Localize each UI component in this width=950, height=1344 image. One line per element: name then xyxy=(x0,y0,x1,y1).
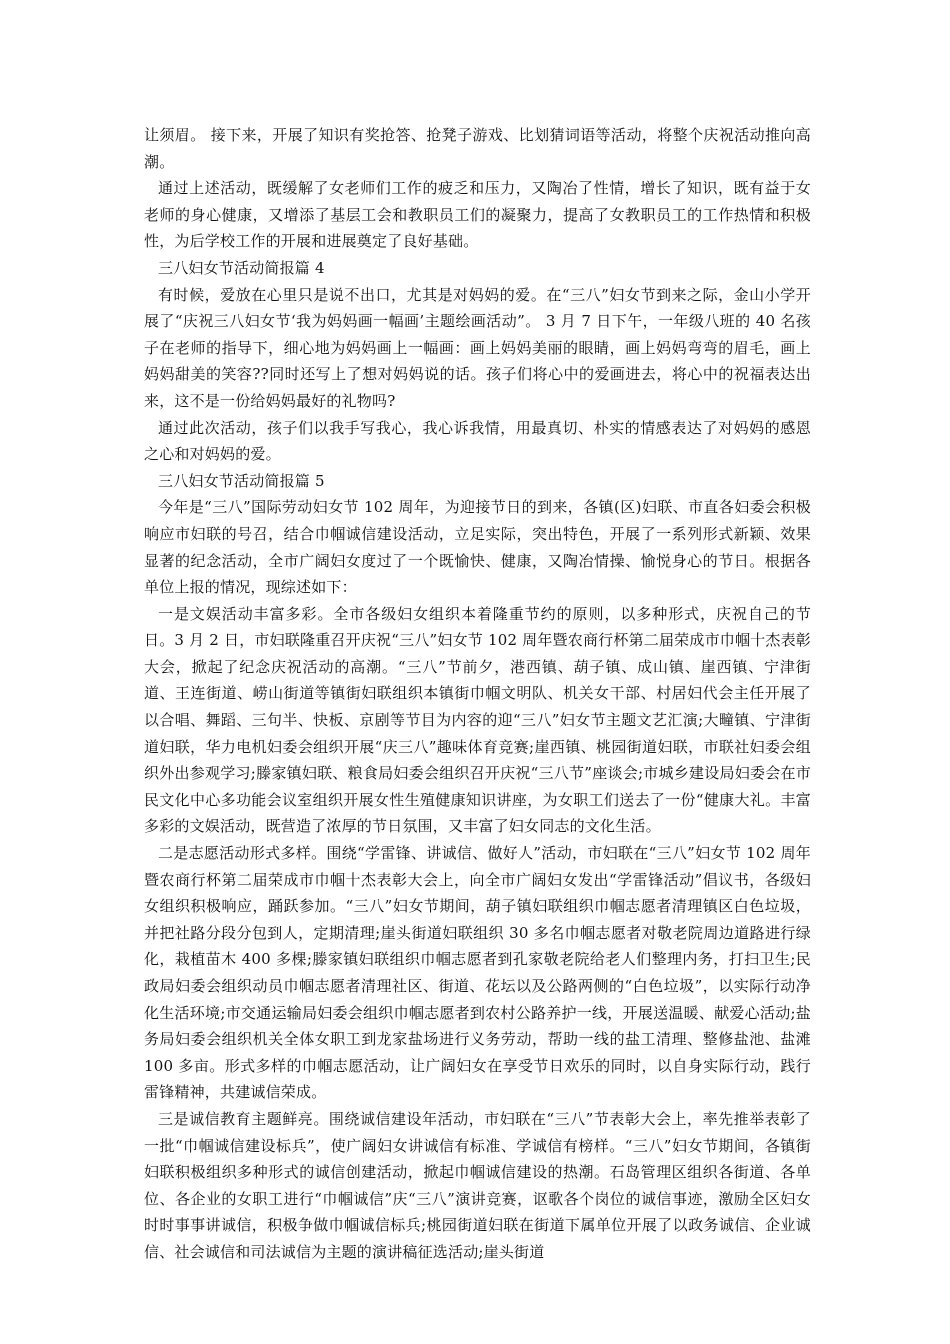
body-paragraph: 让须眉。 接下来，开展了知识有奖抢答、抢凳子游戏、比划猜词语等活动，将整个庆祝活动推向高潮。 xyxy=(144,126,811,171)
body-paragraph: 一是文娱活动丰富多彩。全市各级妇女组织本着隆重节约的原则，以多种形式，庆祝自己的节日。3 月 2 日，市妇联隆重召开庆祝“三八”妇女节 102 周年暨农商行杯第二届荣成市巾帼十杰表彰大会，掀起了纪念庆祝活动的高潮。“三八”节前夕，港西镇、葫子镇、成山镇、崖西镇、宁津街道、王连街道、崂山街道等镇街妇联组织本镇街巾帼文明队、机关女干部、村居妇代会主任开展了以合唱、舞蹈、三句半、快板、京剧等节目为内容的迎“三八”妇女节主题文艺汇演;大疃镇、宁津街道妇联，华力电机妇委会组织开展“庆三八”趣味体育竞赛;崖西镇、桃园街道妇联，市联社妇委会组织外出参观学习;滕家镇妇联、粮食局妇委会组织召开庆祝“三八节”座谈会;市城乡建设局妇委会在市民文化中心多功能会议室组织开展女性生殖健康知识讲座，为女职工们送去了一份“健康大礼。丰富多彩的文娱活动，既营造了浓厚的节日氛围，又丰富了妇女同志的文化生活。 xyxy=(144,604,811,836)
body-paragraph: 有时候，爱放在心里只是说不出口，尤其是对妈妈的爱。在“三八”妇女节到来之际，金山小学开展了“庆祝三八妇女节‘我为妈妈画一幅画’主题绘画活动”。 3 月 7 日下午，一年级八班的 40 名孩子在老师的指导下，细心地为妈妈画上一幅画：画上妈妈美丽的眼睛，画上妈妈弯弯的眉毛，画上妈妈甜美的笑容??同时还写上了想对妈妈说的话。孩子们将心中的爱画进去，将心中的祝福表达出来，这不是一份给妈妈最好的礼物吗? xyxy=(144,285,811,410)
section-heading: 三八妇女节活动简报篇 4 xyxy=(158,258,325,277)
body-paragraph: 三是诚信教育主题鲜亮。围绕诚信建设年活动，市妇联在“三八”节表彰大会上，率先推举表彰了一批“巾帼诚信建设标兵”，使广阔妇女讲诚信有标准、学诚信有榜样。“三八”妇女节期间，各镇街妇联积极组织多种形式的诚信创建活动，掀起巾帼诚信建设的热潮。石岛管理区组织各街道、各单位、各企业的女职工进行“巾帼诚信”庆“三八”演讲竞赛，讴歌各个岗位的诚信事迹，激励全区妇女时时事事讲诚信，积极争做巾帼诚信标兵;桃园街道妇联在街道下属单位开展了以政务诚信、企业诚信、社会诚信和司法诚信为主题的演讲稿征选活动;崖头街道 xyxy=(144,1109,811,1261)
body-paragraph: 通过上述活动，既缓解了女老师们工作的疲乏和压力，又陶冶了性情，增长了知识，既有益于女老师的身心健康，又增添了基层工会和教职员工们的凝聚力，提高了女教职员工的工作热情和积极性，为后学校工作的开展和进展奠定了良好基础。 xyxy=(144,179,811,251)
document-body xyxy=(144,122,811,1266)
body-paragraph: 二是志愿活动形式多样。围绕“学雷锋、讲诚信、做好人”活动，市妇联在“三八”妇女节 102 周年暨农商行杯第二届荣成市巾帼十杰表彰大会上，向全市广阔妇女发出“学雷锋活动”倡议书，各级妇女组织积极响应，踊跃参加。“三八”妇女节期间，葫子镇妇联组织巾帼志愿者清理镇区白色垃圾，并把社路分段分包到人，定期清理;崖头街道妇联组织 30 多名巾帼志愿者对敬老院周边道路进行绿化，栽植苗木 400 多棵;滕家镇妇联组织巾帼志愿者到孔家敬老院给老人们整理内务，打扫卫生;民政局妇委会组织动员巾帼志愿者清理社区、街道、花坛以及公路两侧的“白色垃圾”，以实际行动净化生活环境;市交通运输局妇委会组织巾帼志愿者到农村公路养护一线，开展送温暖、献爱心活动;盐务局妇委会组织机关全体女职工到龙家盐场进行义务劳动，帮助一线的盐工清理、整修盐池、盐滩 100 多亩。形式多样的巾帼志愿活动，让广阔妇女在享受节日欢乐的同时，以自身实际行动，践行雷锋精神，共建诚信荣成。 xyxy=(144,844,811,1102)
body-paragraph: 今年是“三八”国际劳动妇女节 102 周年，为迎接节日的到来，各镇(区)妇联、市直各妇委会积极响应市妇联的号召，结合巾帼诚信建设活动，立足实际，突出特色，开展了一系列形式新颖、效果显著的纪念活动，全市广阔妇女度过了一个既愉快、健康，又陶冶情操、愉悦身心的节日。根据各单位上报的情况，现综述如下： xyxy=(144,498,811,597)
body-paragraph: 通过此次活动，孩子们以我手写我心，我心诉我情，用最真切、朴实的情感表达了对妈妈的感恩之心和对妈妈的爱。 xyxy=(144,418,811,464)
section-heading: 三八妇女节活动简报篇 5 xyxy=(158,471,325,490)
